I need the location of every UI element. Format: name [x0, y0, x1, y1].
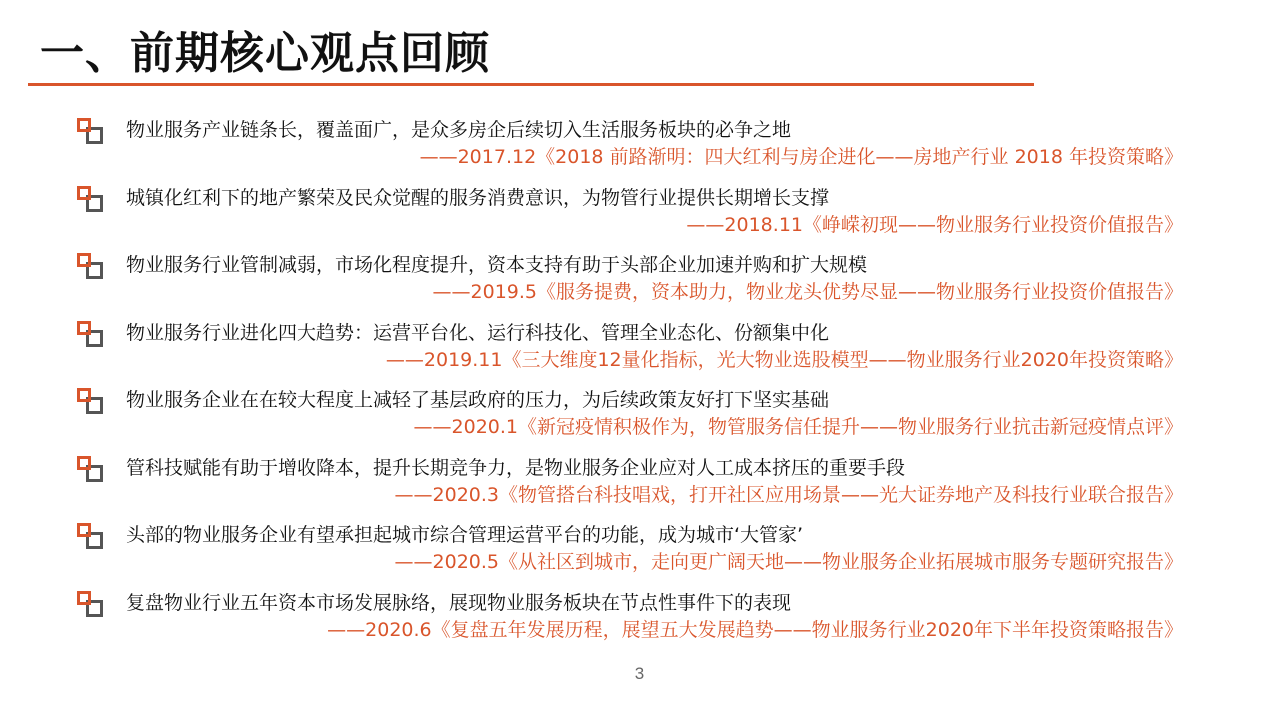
- square-bullet-icon: [77, 523, 105, 549]
- page-number: 3: [634, 664, 645, 683]
- viewpoint-text: 物业服务行业进化四大趋势：运营平台化、运行科技化、管理全业态化、份额集中化: [126, 321, 830, 344]
- viewpoint-text: 管科技赋能有助于增收降本，提升长期竞争力，是物业服务企业应对人工成本挤压的重要手段: [126, 456, 906, 479]
- square-bullet-icon: [77, 186, 105, 212]
- viewpoint-text: 物业服务行业管制减弱，市场化程度提升，资本支持有助于头部企业加速并购和扩大规模: [126, 254, 868, 276]
- viewpoint-text: 头部的物业服务企业有望承担起城市综合管理运营平台的功能，成为城市‘大管家’: [126, 524, 804, 546]
- list-item: [0, 519, 1279, 587]
- viewpoint-text: 城镇化红利下的地产繁荣及民众觉醒的服务消费意识，为物管行业提供长期增长支撑: [126, 186, 830, 209]
- square-bullet-icon: [77, 388, 105, 414]
- report-citation: ——2020.6《复盘五年发展历程，展望五大发展趋势——物业服务行业2020年下半年投资策略报告》: [327, 618, 1183, 641]
- viewpoint-text: 物业服务企业在在较大程度上减轻了基层政府的压力，为后续政策友好打下坚实基础: [126, 389, 830, 411]
- list-item: [0, 452, 1279, 520]
- square-bullet-icon: [77, 321, 105, 347]
- report-citation: ——2019.5《服务提费，资本助力，物业龙头优势尽显——物业服务行业投资价值报告》: [432, 281, 1183, 303]
- list-item: [0, 249, 1279, 317]
- report-citation: ——2019.11《三大维度12量化指标，光大物业选股模型——物业服务行业2020年投资策略》: [385, 348, 1183, 371]
- report-citation: ——2020.5《从社区到城市，走向更广阔天地——物业服务企业拓展城市服务专题研究报告》: [394, 551, 1183, 573]
- report-citation: ——2018.11《峥嵘初现——物业服务行业投资价值报告》: [686, 213, 1183, 236]
- square-bullet-icon: [77, 118, 105, 144]
- square-bullet-icon: [77, 253, 105, 279]
- list-item: [0, 384, 1279, 452]
- title-underline: [28, 83, 1034, 86]
- list-item: [0, 587, 1279, 655]
- list-item: [0, 317, 1279, 385]
- square-bullet-icon: [77, 591, 105, 617]
- viewpoint-text: 复盘物业行业五年资本市场发展脉络，展现物业服务板块在节点性事件下的表现: [126, 591, 792, 614]
- report-citation: ——2020.3《物管搭台科技唱戏，打开社区应用场景——光大证券地产及科技行业联合报告》: [394, 483, 1183, 506]
- report-citation: ——2017.12《2018 前路渐明：四大红利与房企进化——房地产行业 2018 年投资策略》: [419, 146, 1183, 168]
- viewpoint-list: [0, 114, 1279, 654]
- list-item: [0, 182, 1279, 250]
- viewpoint-text: 物业服务产业链条长，覆盖面广，是众多房企后续切入生活服务板块的必争之地: [126, 119, 792, 141]
- report-citation: ——2020.1《新冠疫情积极作为，物管服务信任提升——物业服务行业抗击新冠疫情点评》: [413, 416, 1183, 438]
- page-title: 一、前期核心观点回顾: [40, 28, 490, 79]
- list-item: [0, 114, 1279, 182]
- square-bullet-icon: [77, 456, 105, 482]
